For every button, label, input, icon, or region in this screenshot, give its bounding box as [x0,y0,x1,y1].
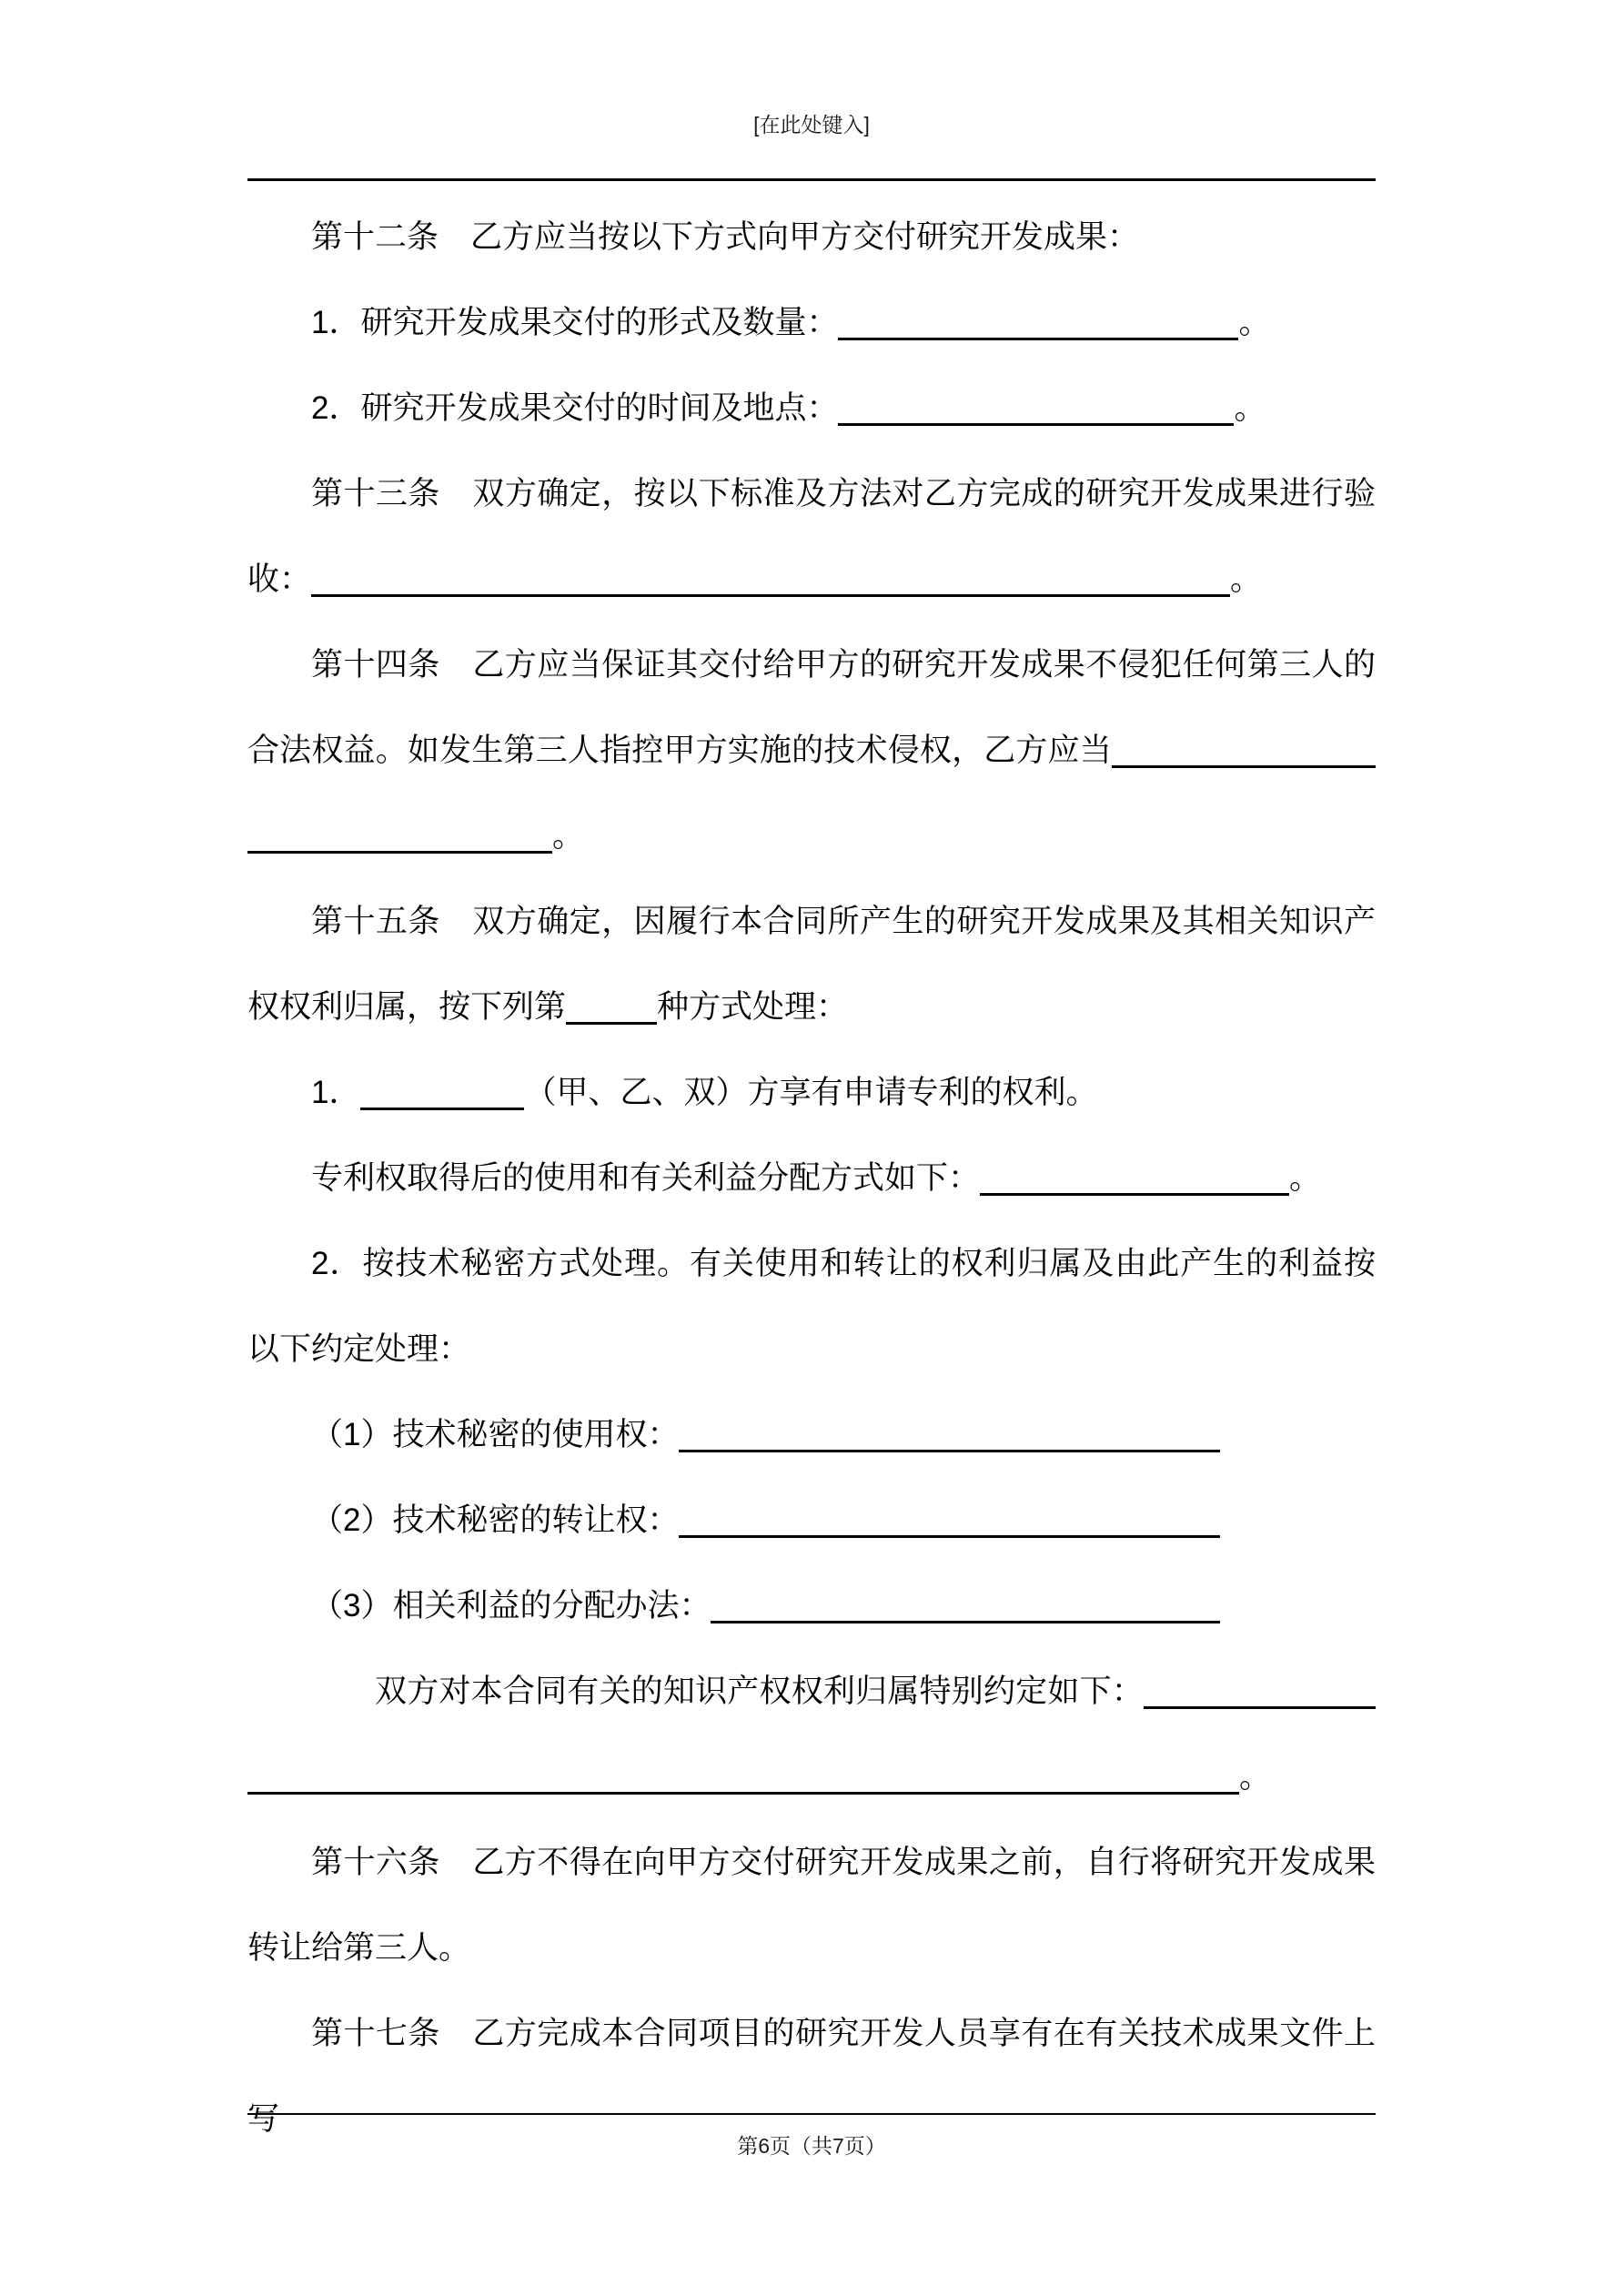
paragraph-text: 。 [1289,1160,1322,1196]
paragraph-text: 种方式处理： [657,989,849,1025]
paragraph-text: 1． [311,1075,361,1110]
paragraph [247,195,1376,280]
paragraph-text: 2．研究开发成果交付的时间及地点： [311,390,839,426]
paragraph-text: 2．按技术秘密方式处理。有关使用和转让的权利归属及由此产生的利益按以下约定处理： [247,1246,1376,1367]
paragraph-text: 专利权取得后的使用和有关利益分配方式如下： [311,1160,981,1196]
paragraph-text: 。 [1239,1759,1272,1795]
paragraph-text: 第十七条 乙方完成本合同项目的研究开发人员享有在有关技术成果文件上写 [247,2016,1376,2137]
paragraph-text: 。 [1230,561,1263,597]
paragraph [247,879,1376,1050]
paragraph [247,622,1376,879]
fill-in-blank [980,1161,1289,1196]
paragraph-text: （甲、乙、双）方享有申请专利的权利。 [524,1075,1098,1110]
paragraph [247,1050,1376,1136]
paragraph [247,1136,1376,1221]
fill-in-blank [360,1076,524,1110]
fill-in-blank [838,306,1238,340]
fill-in-blank [679,1418,1220,1452]
fill-in-blank [1144,1674,1376,1709]
fill-in-blank [311,562,1230,597]
paragraph-text: 。 [1238,305,1271,340]
paragraph-text: 第十六条 乙方不得在向甲方交付研究开发成果之前，自行将研究开发成果转让给第三人。 [247,1845,1376,1966]
paragraph-text: 。 [552,818,585,854]
fill-in-blank [838,391,1234,426]
paragraph-text: 第十二条 乙方应当按以下方式向甲方交付研究开发成果： [311,219,1140,255]
paragraph [247,366,1376,451]
paragraph-text: 。 [1234,390,1266,426]
paragraph [247,451,1376,622]
fill-in-blank [679,1503,1220,1538]
fill-in-blank [1112,733,1376,768]
page-header [247,111,1376,181]
paragraph [247,1820,1376,1991]
paragraph-text: 1．研究开发成果交付的形式及数量： [311,305,839,340]
fill-in-blank [566,990,657,1025]
paragraph-text: 第十四条 乙方应当保证其交付给甲方的研究开发成果不侵犯任何第三人的合法权益。如发生第三人指控甲方实施的技术侵权，乙方应当 [247,647,1376,768]
paragraph [247,1392,1376,1478]
paragraph [247,1221,1376,1392]
paragraph-text: （2）技术秘密的转让权： [311,1502,680,1538]
page-footer [247,2113,1376,2159]
fill-in-blank [247,819,552,854]
paragraph-text: （1）技术秘密的使用权： [311,1417,680,1452]
paragraph-text: 第十三条 双方确定，按以下标准及方法对乙方完成的研究开发成果进行验收： [247,476,1376,597]
paragraph [247,280,1376,366]
paragraph-text: （3）相关利益的分配办法： [311,1588,711,1623]
paragraph [247,1563,1376,1649]
paragraph [247,1649,1376,1820]
paragraph [247,1478,1376,1563]
paragraph-text: 第十五条 双方确定，因履行本合同所产生的研究开发成果及其相关知识产权权利归属，按下列第 [247,904,1376,1025]
fill-in-blank [711,1589,1220,1623]
document-body [247,195,1376,2162]
page-number: 第6页（共7页） [737,2134,886,2158]
header-placeholder-text: [在此处键入] [753,113,870,137]
fill-in-blank [247,1760,1239,1795]
paragraph-text: 双方对本合同有关的知识产权权利归属特别约定如下： [375,1674,1144,1709]
